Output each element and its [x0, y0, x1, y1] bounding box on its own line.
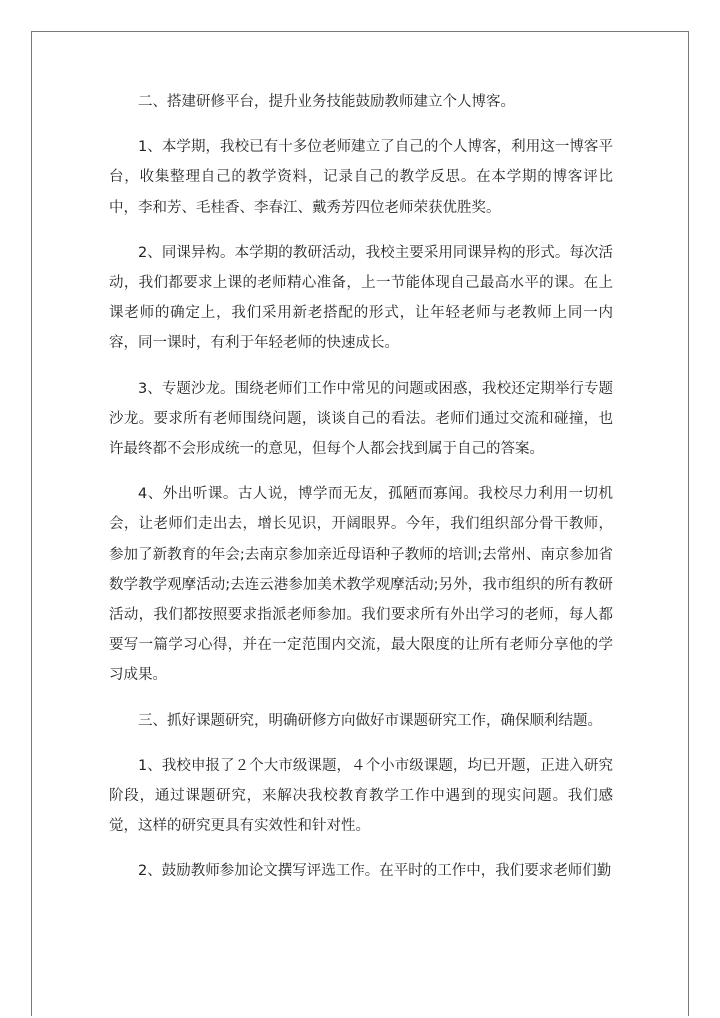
document-body [109, 87, 613, 902]
section-heading: 二、搭建研修平台，提升业务技能鼓励教师建立个人博客。 [138, 94, 515, 110]
section-heading: 三、抓好课题研究，明确研修方向做好市课题研究工作，确保顺利结题。 [138, 712, 602, 729]
paragraph: 2、同课异构。本学期的教研活动，我校主要采用同课异构的形式。每次活动，我们都要求上课的老师精心准备，上一节能体现自己最高水平的课。在上课老师的确定上，我们采用新老搭配的形式，让年轻老师与老教师上同一内容，同一课时，有利于年轻老师的快速成长。 [109, 244, 613, 352]
paragraph: 1、我校申报了２个大市级课题，４个小市级课题，均已开题，正进入研究阶段，通过课题研究，来解决我校教育教学工作中遇到的现实问题。我们感觉，这样的研究更具有实效性和针对性。 [109, 757, 613, 835]
paragraph: 4、外出听课。古人说，博学而无友，孤陋而寡闻。我校尽力利用一切机会，让老师们走出去，增长见识，开阔眼界。今年，我们组织部分骨干教师，参加了新教育的年会;去南京参加亲近母语种子教师的培训;去常州、南京参加省数学教学观摩活动;去连云港参加美术教学观摩活动;另外，我市组织的所有教研活动，我们都按照要求指派老师参加。我们要求所有外出学习的老师，每人都要写一篇学习心得，并在一定范围内交流，最大限度的让所有老师分享他的学习成果。 [109, 486, 613, 684]
paragraph: 2、鼓励教师参加论文撰写评选工作。在平时的工作中，我们要求老师们勤 [138, 863, 612, 880]
paragraph: 3、专题沙龙。围绕老师们工作中常见的问题或困惑，我校还定期举行专题沙龙。要求所有老师围绕问题，谈谈自己的看法。老师们通过交流和碰撞，也许最终都不会形成统一的意见，但每个人都会找到属于自己的答案。 [109, 380, 613, 458]
paragraph: 1、本学期，我校已有十多位老师建立了自己的个人博客，利用这一博客平台，收集整理自己的教学资料，记录自己的教学反思。在本学期的博客评比中，李和芳、毛桂香、李春江、戴秀芳四位老师荣获优胜奖。 [109, 139, 613, 216]
